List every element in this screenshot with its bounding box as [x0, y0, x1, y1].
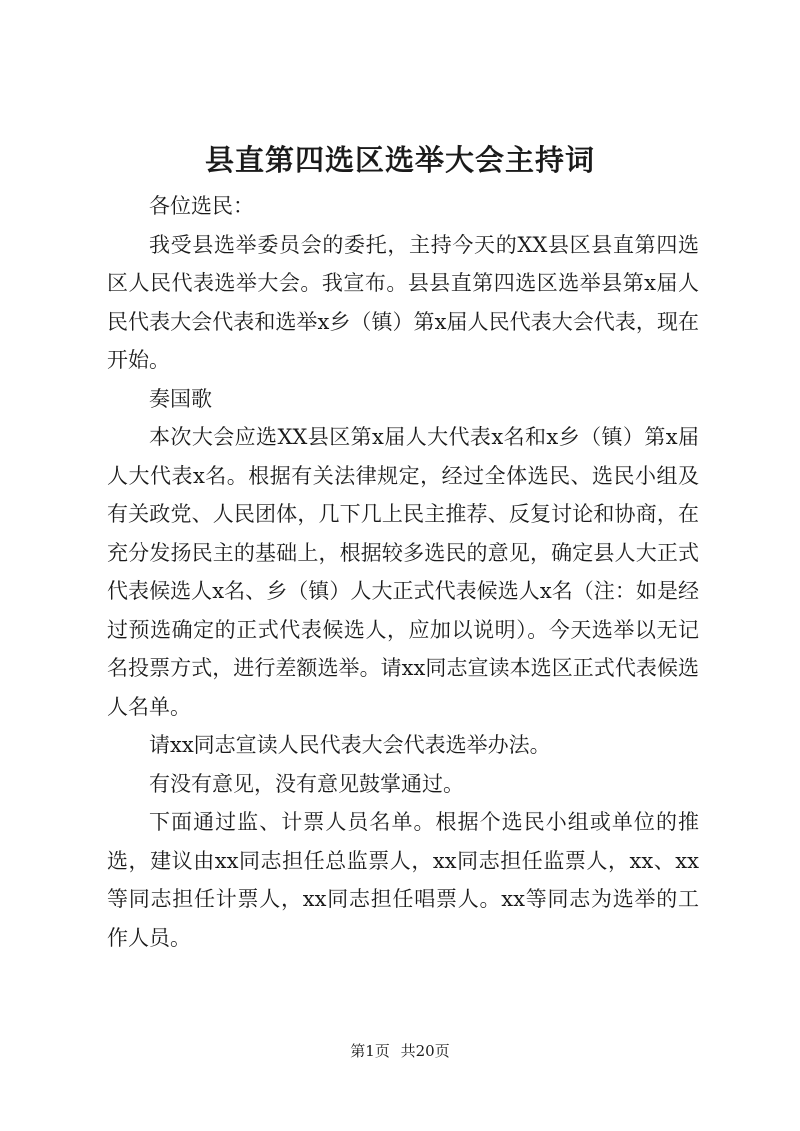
paragraph-salutation: 各位选民： [149, 194, 254, 218]
paragraph-candidates: 本次大会应选XX县区第x届人大代表x名和x乡（镇）第x届人大代表x名。根据有关法律规定，经过全体选民、选民小组及有关政党、人民团体，几下几上民主推荐、反复讨论和协商，在充分发扬民主的基础上，根据较多选民的意见，确定县人大正式代表候选人x名、乡（镇）人大正式代表候选人x名（注：如是经过预选确定的正式代表候选人，应加以说明）。今天选举以无记名投票方式，进行差额选举。请xx同志宣读本选区正式代表候选人名单。 [107, 425, 699, 719]
paragraph-vote-counters: 下面通过监、计票人员名单。根据个选民小组或单位的推选，建议由xx同志担任总监票人，xx同志担任监票人，xx、xx等同志担任计票人，xx同志担任唱票人。xx等同志为选举的工作人员。 [107, 810, 699, 950]
paragraph-approval: 有没有意见，没有意见鼓掌通过。 [149, 771, 464, 796]
paragraph-election-rules: 请xx同志宣读人民代表大会代表选举办法。 [149, 733, 551, 757]
document-title: 县直第四选区选举大会主持词 [204, 143, 595, 177]
paragraph-anthem: 奏国歌 [149, 386, 212, 411]
page-number: 第1页 [350, 1042, 390, 1060]
paragraph-opening: 我受县选举委员会的委托，主持今天的XX县区县直第四选区人民代表选举大会。我宣布。县县直第四选区选举县第x届人民代表大会代表和选举x乡（镇）第x届人民代表大会代表，现在开始。 [107, 232, 699, 372]
document-body [107, 187, 699, 957]
page-footer [0, 1040, 800, 1061]
page-total: 共20页 [400, 1042, 450, 1060]
